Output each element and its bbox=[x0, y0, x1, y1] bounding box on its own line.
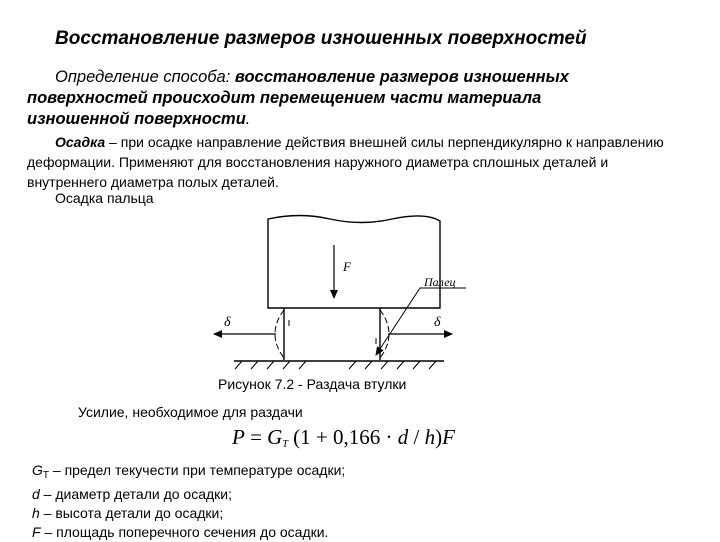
def-text: – диаметр детали до осадки; bbox=[39, 486, 233, 502]
definition-d bbox=[32, 485, 345, 504]
force-text: Усилие, необходимое для раздачи bbox=[78, 404, 303, 420]
pin-leader bbox=[376, 288, 466, 355]
formula-eq: = bbox=[244, 425, 268, 449]
definition-end: . bbox=[245, 110, 251, 128]
definition-bold-2: поверхностей происходит перемещением части материала bbox=[27, 89, 542, 107]
right-delta-label: δ bbox=[434, 315, 441, 330]
force-label: F bbox=[343, 259, 351, 274]
formula bbox=[232, 425, 455, 450]
def-symbol: F bbox=[32, 524, 41, 540]
pin-right-bulge bbox=[380, 310, 389, 358]
base-hatching bbox=[235, 361, 436, 369]
definition-h bbox=[32, 504, 345, 523]
figure-caption: Рисунок 7.2 - Раздача втулки bbox=[218, 376, 407, 392]
left-delta-label: δ bbox=[224, 315, 231, 330]
formula-p: P bbox=[232, 425, 245, 449]
def-text: – площадь поперечного сечения до осадки. bbox=[40, 524, 329, 540]
definition-gt bbox=[32, 461, 345, 485]
formula-middle: (1 + 0,166 · bbox=[287, 425, 398, 449]
osadka-term: Осадка bbox=[55, 134, 106, 150]
osadka-text: – при осадке направление действия внешней силы перпендикулярно к направлению деформации. Применяют для восстановления наружного диаметра сплошных деталей и внутреннего диаметра полых деталей. bbox=[27, 134, 664, 190]
def-symbol: h bbox=[32, 505, 40, 521]
formula-slash: / bbox=[408, 425, 425, 449]
press-ram bbox=[268, 216, 440, 309]
page-title: Восстановление размеров изношенных поверхностей bbox=[55, 28, 587, 49]
definition-f bbox=[32, 523, 345, 542]
formula-h: h bbox=[424, 425, 436, 449]
def-symbol: d bbox=[32, 486, 40, 502]
def-subscript: T bbox=[42, 470, 49, 481]
formula-close: ) bbox=[435, 425, 443, 449]
definition-bold-3: изношенной поверхности bbox=[27, 110, 246, 128]
def-symbol: G bbox=[32, 462, 43, 478]
definition-bold-1: восстановление размеров изношенных bbox=[234, 68, 569, 86]
formula-g: G bbox=[267, 425, 283, 449]
def-text: – предел текучести при температуре осадки; bbox=[49, 462, 346, 478]
formula-g-sub: T bbox=[282, 439, 288, 450]
pin-label: Палец bbox=[424, 275, 456, 289]
definition-lead: Определение способа: bbox=[55, 68, 235, 86]
def-text: – высота детали до осадки; bbox=[39, 505, 224, 521]
formula-f: F bbox=[442, 425, 455, 449]
formula-d: d bbox=[397, 425, 409, 449]
definitions-list bbox=[32, 461, 345, 542]
pin-left-bulge bbox=[275, 310, 284, 358]
subheading: Осадка пальца bbox=[55, 190, 154, 206]
